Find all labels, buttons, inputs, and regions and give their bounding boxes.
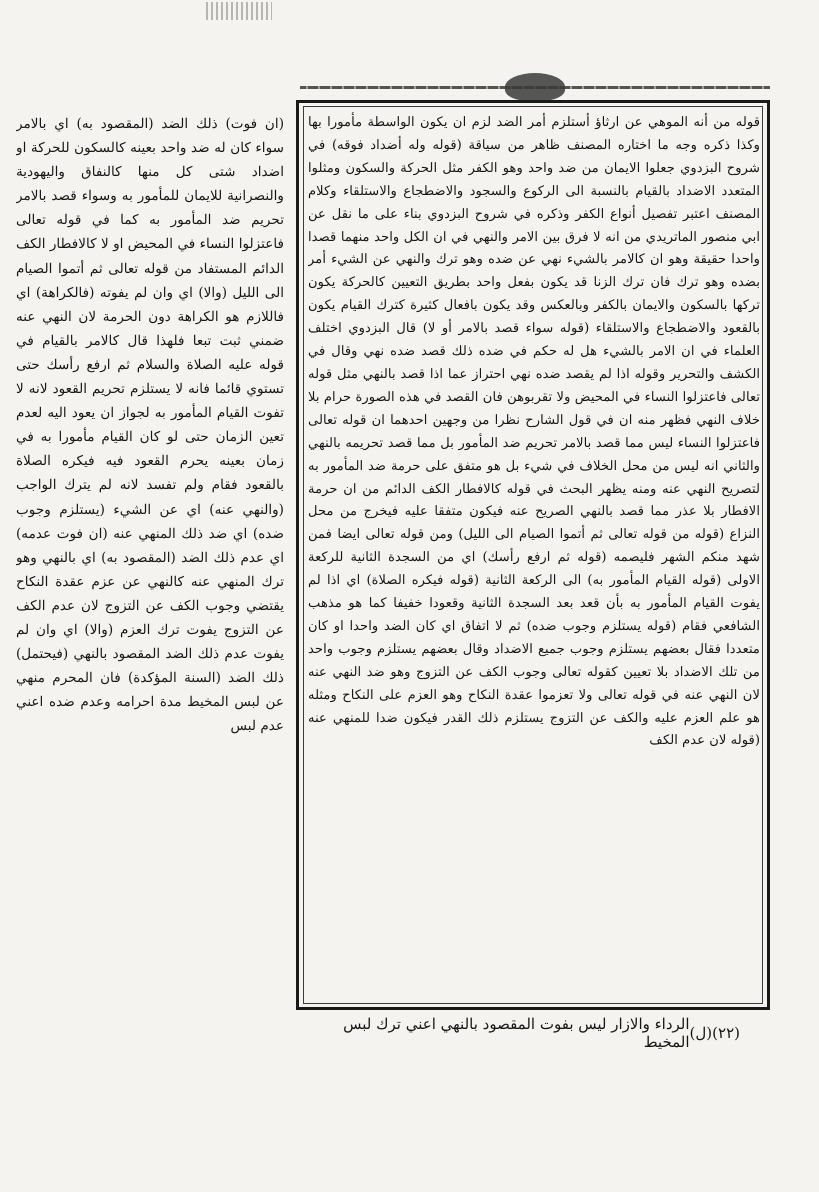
main-text: قوله من أنه الموهي عن ارثاؤ أستلزم أمر الضد لزم ان يكون الواسطة مأمورا بها وكذا ذكره وجه ما اختاره المصنف ظاهر من سياقة (قوله وله أضداد فوقه) في شروح البزدوي جعلوا الايمان من ضد واحد وهو الكفر مثل الحركة والسكون ومثلوا المتعدد الاضداد بالقيام بالنسبة الى الركوع والسجود والاضطجاع والاستلقاء وكلام المصنف اعتبر تفصيل أنواع الكفر وذكره في شروح البزدوي بناء على ما نقل عن ابي منصور الماتريدي من انه لا فرق بين الامر والنهي في ان الكل واحد منهما قصدا واحدا حقيقة وهو ان كالامر بالشيء نهي عن ضده وهو ترك والنهي عن الشيء أمر بضده وهو ترك فان ترك الزنا قد يكون بفعل واحد بطريق التعيين كالحركة يكون تركها بالسكون والايمان بالكفر وبالعكس وقد يكون بافعال كثيرة كترك القيام يكون بالقعود والاضطجاع والاستلقاء (قوله سواء قصد بالامر أو لا) قال البزدوي اختلف العلماء في ان الامر بالشيء هل له حكم في ضده ذلك قصد ضده نهي وقال في الكشف والتحرير وقوله اذا لم يقصد ضده نهي احتراز عما اذا قصد بالنهي مثل قوله تعالى فاعتزلوا النساء في المحيض ولا تقربوهن فان القصد في هذه الصورة حرام بلا خلاف النهي فظهر منه ان في قول الشارح نظرا من وجهين احدهما ان قوله تعالى فاعتزلوا النساء ليس مما قصد بالامر تحريم ضد المأمور بل مما قصد تحريمه بالنهي والثاني انه ليس من محل الخلاف في شيء بل هو متفق على حرمة ضد المأمور به لتصريح النهي عنه ومنه يظهر البحث في قوله كالافطار الكف الدائم من ان حرمة الافطار بلا عذر مما قصد بالنهي الصريح عنه فيكون متفقا عليه فيخرج من محل النزاع (قوله من قوله تعالى ثم أتموا الصيام الى الليل) ومن قوله تعالى ايضا فمن شهد منكم الشهر فليصمه (قوله ثم ارفع رأسك) اي من السجدة الثانية للركعة الاولى (قوله القيام المأمور به) الى الركعة الثانية (قوله فيكره الصلاة) اي اذا لم يفوت القيام المأمور به بأن قعد بعد السجدة الثانية وقعودا خفيفا كما هو مذهب الشافعي فقام (قوله يستلزم وجوب ضده) ثم لا اتفاق اي كان الضد واحدا او كان متعددا فقال بعضهم يستلزم وجوب جميع الاضداد وقال بعضهم يستلزم وجوب واحد من تلك الاضداد بلا تعيين كقوله تعالى وجوب الكف عن التزوج وهو ضد النهي عنه لان النهي عنه في قوله تعالى ولا تعزموا عقدة النكاح وهو العزم على النكاح ومثله هو علم العزم عليه والكف عن التزوج يستلزم ذلك القدر فيكون ضدا للمنهي عنه (قوله لان عدم الكف <box>308 115 760 749</box>
main-text-block <box>308 112 760 1002</box>
catchword: الرداء والازار ليس بفوت المقصود بالنهي اعني ترك لبس المخيط <box>343 1015 690 1051</box>
page-number: (٢٢) <box>712 1024 740 1042</box>
ornament-seal-icon <box>505 73 565 101</box>
header-ornament <box>300 70 770 104</box>
signature-mark: (ل) <box>689 1024 713 1042</box>
margin-text: (ان فوت) ذلك الضد (المقصود به) اي بالامر سواء كان له ضد واحد بعينه كالسكون للحركة او اضداد شتى كل منها كالنفاق واليهودية والنصرانية للايمان للمأمور به وسواء قصد بالامر تحريم ضد المأمور به كما في قوله تعالى فاعتزلوا النساء في المحيض او لا كالافطار الكف الدائم المستفاد من قوله تعالى ثم أتموا الصيام الى الليل (والا) اي وان لم يفوته (فالكراهة) اي فاللازم هو الكراهة دون الحرمة لان النهي عنه ضمني ثبت تبعا فلهذا قال كالامر بالقيام في قوله عليه الصلاة والسلام ثم ارفع رأسك حتى تستوي قائما فانه لا يستلزم تحريم القعود لانه لا تفوت القيام المأمور به لجواز ان يعود اليه لعدم تعين الزمان حتى لو كان القيام مأمورا به في زمان بعينه يحرم القعود فيه فيكره الصلاة بالقعود فقام ولم تفسد لانه لم يترك الواجب (والنهي عنه) اي عن الشيء (يستلزم وجوب ضده) اي ضد ذلك المنهي عنه (ان فوت عدمه) اي عدم ذلك الضد (المقصود به) اي بالنهي وهو ترك المنهي عنه كالنهي عن عزم عقدة النكاح يقتضي وجوب الكف عن التزوج لان عدم الكف عن التزوج يفوت ترك العزم (والا) اي وان لم يفوت عدم ذلك الضد المقصود بالنهي (فيحتمل) ذلك الضد (السنة المؤكدة) فان المحرم منهي عن لبس المخيط مدة احرامه وعدم ضده اعني عدم لبس <box>16 116 284 735</box>
margin-commentary <box>16 112 284 1067</box>
top-ink-smudge <box>206 2 272 20</box>
page-footer <box>296 1015 770 1051</box>
